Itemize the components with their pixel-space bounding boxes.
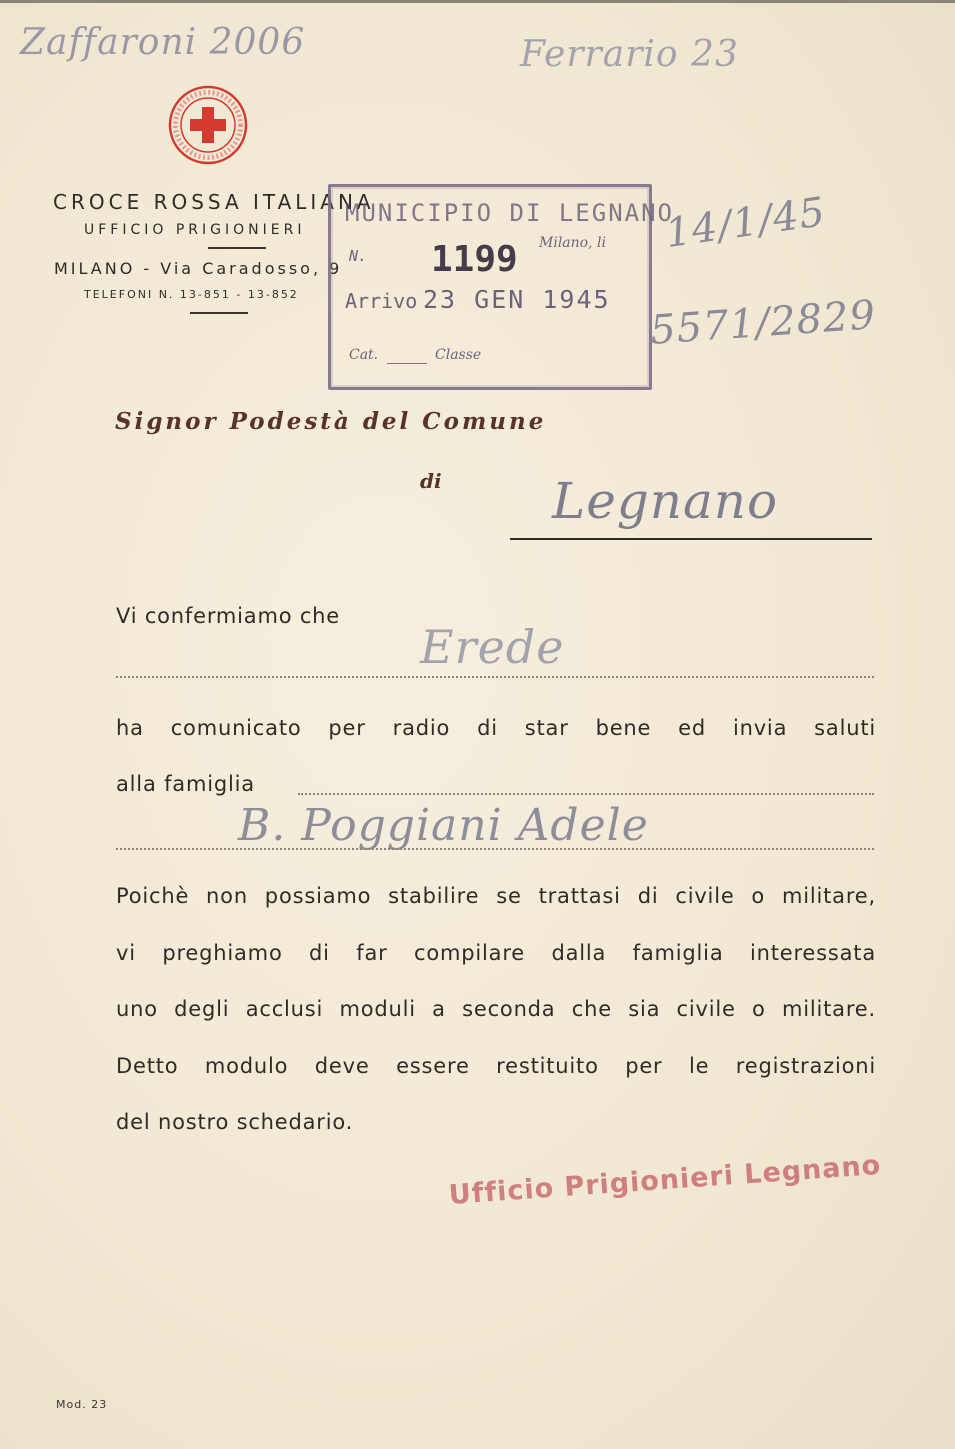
paragraph-line-5: del nostro schedario. [116,1110,354,1134]
handwritten-note-top-left: Zaffaroni 2006 [20,22,306,63]
handwritten-soldier-name: Erede [420,620,565,674]
stamp-number: 1199 [431,239,518,280]
office-address: MILANO - Via Caradosso, 9 [54,259,343,278]
stamp-cat-label: Cat. [349,347,379,363]
stamp-cat-line [387,363,427,364]
handwritten-date: 14/1/45 [662,189,829,257]
text-family: alla famiglia [116,772,255,796]
text-radio: ha comunicato per radio di star bene ed invia saluti [116,716,876,740]
dotted-line-name [116,676,874,678]
stamp-class-label: Classe [435,347,482,363]
stamp-title: MUNICIPIO DI LEGNANO [345,199,674,227]
stamp-city-label: Milano, li [539,235,606,251]
comune-underline [510,538,872,540]
handwritten-comune-name: Legnano [552,472,779,530]
recipient-heading: Signor Podestà del Comune [115,408,547,435]
protocol-stamp [328,184,674,390]
dotted-line-family-2 [116,848,874,850]
top-edge-line [0,0,955,3]
red-cross-emblem-icon [167,84,249,166]
paragraph-line-2: vi preghiamo di far compilare dalla famiglia interessata [116,941,876,965]
handwritten-reference-number: 5571/2829 [648,292,878,354]
dotted-line-family-1 [298,793,874,795]
header-rule-1 [208,247,266,249]
paragraph-line-4: Detto modulo deve essere restituito per le registrazioni [116,1054,876,1078]
stamp-number-label: N. [349,247,368,265]
paragraph-line-1: Poichè non possiamo stabilire se trattasi di civile o militare, [116,884,876,908]
stamp-arrival-label: Arrivo [345,289,418,313]
organization-name: CROCE ROSSA ITALIANA [53,190,375,214]
text-confirm: Vi confermiamo che [116,604,341,628]
office-name: UFFICIO PRIGIONIERI [84,222,306,238]
paragraph-line-3: uno degli acclusi moduli a seconda che sia civile o militare. [116,997,876,1021]
stamp-arrival-date: 23 GEN 1945 [423,285,611,314]
recipient-di: di [420,469,442,493]
office-ink-stamp: Ufficio Prigionieri Legnano [447,1149,883,1211]
office-phones: TELEFONI N. 13-851 - 13-852 [84,288,299,301]
form-code: Mod. 23 [56,1398,108,1411]
handwritten-family-name: B. Poggiani Adele [238,800,649,851]
header-rule-2 [190,312,248,314]
handwritten-note-top-center: Ferrario 23 [520,34,739,75]
